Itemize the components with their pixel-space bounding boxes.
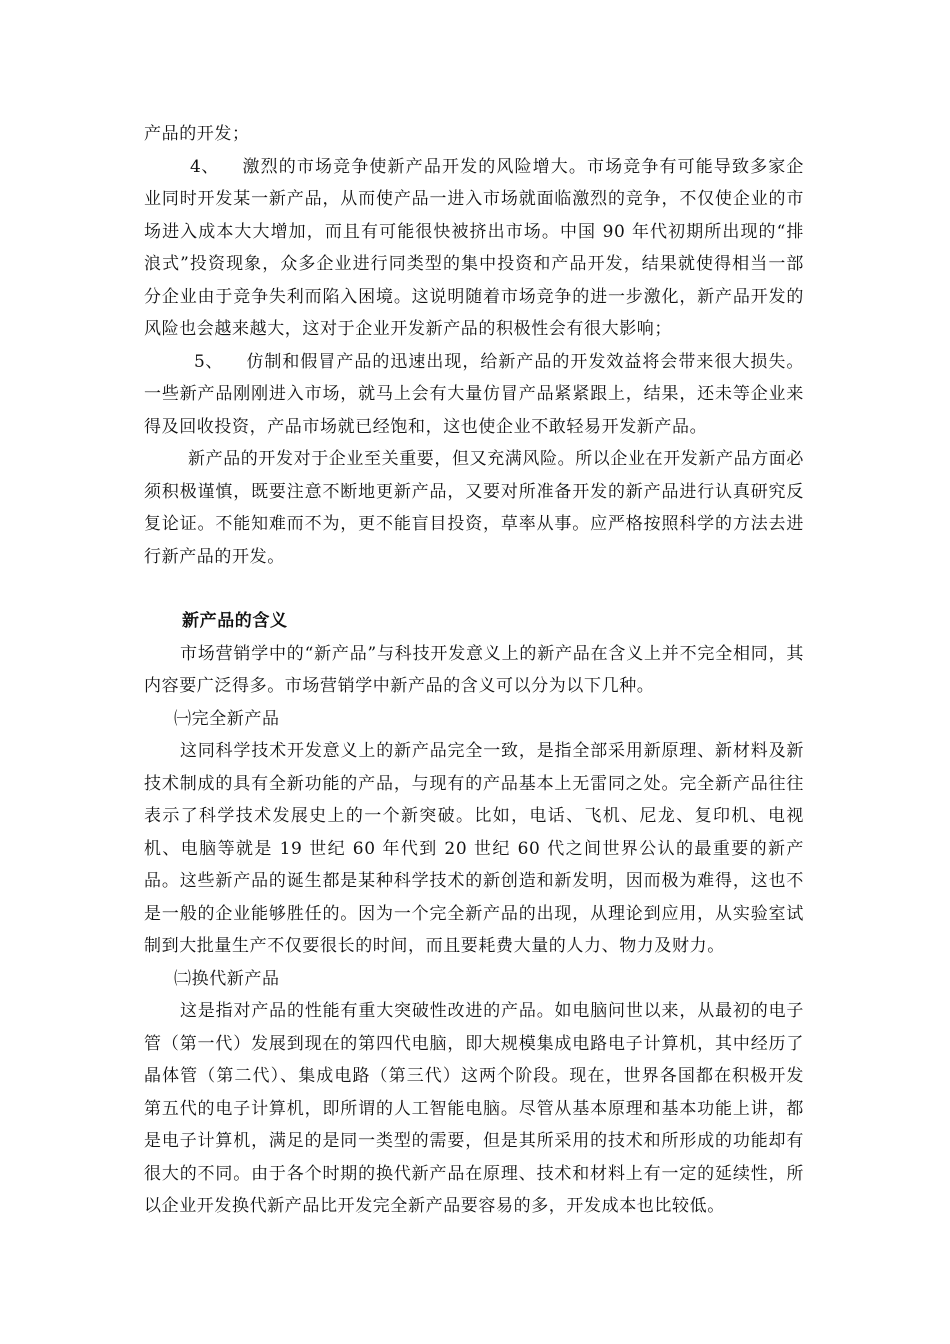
list-text-5: 仿制和假冒产品的迅速出现，给新产品的开发效益将会带来很大损失。一些新产品刚刚进入市场，就马上会有大量仿冒产品紧紧跟上，结果，还未等企业来得及回收投资，产品市场就已经饱和，这也使企业不敢轻易开发新产品。 — [144, 351, 804, 437]
list-item-5 — [144, 346, 804, 444]
section-heading: 新产品的含义 — [182, 611, 288, 631]
list-number-4: 4、 — [190, 156, 220, 177]
list-text-4: 激烈的市场竞争使新产品开发的风险增大。市场竞争有可能导致多家企业同时开发某一新产品，从而使产品一进入市场就面临激烈的竞争，不仅使企业的市场进入成本大大增加，而且有可能很快被挤出市场。中国 90 年代初期所出现的“排浪式”投资现象，众多企业进行同类型的集中投资和产品开发，结果就使得相当一部分企业由于竞争失利而陷入困境。这说明随着市场竞争的进一步激化，新产品开发的风险也会越来越大，这对于企业开发新产品的积极性会有很大影响； — [144, 156, 804, 339]
list-number-5: 5、 — [194, 351, 224, 372]
paragraph-complete-new-product: 这同科学技术开发意义上的新产品完全一致，是指全部采用新原理、新材料及新技术制成的具有全新功能的产品，与现有的产品基本上无雷同之处。完全新产品往往表示了科学技术发展史上的一个新突破。比如，电话、飞机、尼龙、复印机、电视机、电脑等就是 19 世纪 60 年代到 20 世纪 60 代之间世界公认的最重要的新产品。这些新产品的诞生都是某种科学技术的新创造和新发明，因而极为难得，这也不是一般的企业能够胜任的。因为一个完全新产品的出现，从理论到应用，从实验室试制到大批量生产不仅要很长的时间，而且要耗费大量的人力、物力及财力。 — [144, 741, 804, 956]
document-page — [144, 118, 804, 1223]
paragraph-meaning: 市场营销学中的“新产品”与科技开发意义上的新产品在含义上并不完全相同，其内容要广泛得多。市场营销学中新产品的含义可以分为以下几种。 — [144, 643, 804, 696]
list-item-4 — [144, 151, 804, 346]
section-gap — [144, 573, 804, 583]
paragraph-summary: 新产品的开发对于企业至关重要，但又充满风险。所以企业在开发新产品方面必须积极谨慎，既要注意不断地更新产品，又要对所准备开发的新产品进行认真研究反复论证。不能知难而不为，更不能盲目投资，草率从事。应严格按照科学的方法去进行新产品的开发。 — [144, 449, 804, 567]
paragraph-replacement-new-product: 这是指对产品的性能有重大突破性改进的产品。如电脑问世以来，从最初的电子管（第一代）发展到现在的第四代电脑，即大规模集成电路电子计算机，其中经历了晶体管（第二代）、集成电路（第三代）这两个阶段。现在，世界各国都在积极开发第五代的电子计算机，即所谓的人工智能电脑。尽管从基本原理和基本功能上讲，都是电子计算机，满足的是同一类型的需要，但是其所采用的技术和所形成的功能却有很大的不同。由于各个时期的换代新产品在原理、技术和材料上有一定的延续性，所以企业开发换代新产品比开发完全新产品要容易的多，开发成本也比较低。 — [144, 1001, 804, 1216]
paragraph-intro: 产品的开发； — [144, 124, 250, 144]
subheading-replacement-new-product: ㈡换代新产品 — [174, 968, 280, 989]
subheading-complete-new-product: ㈠完全新产品 — [174, 708, 280, 729]
